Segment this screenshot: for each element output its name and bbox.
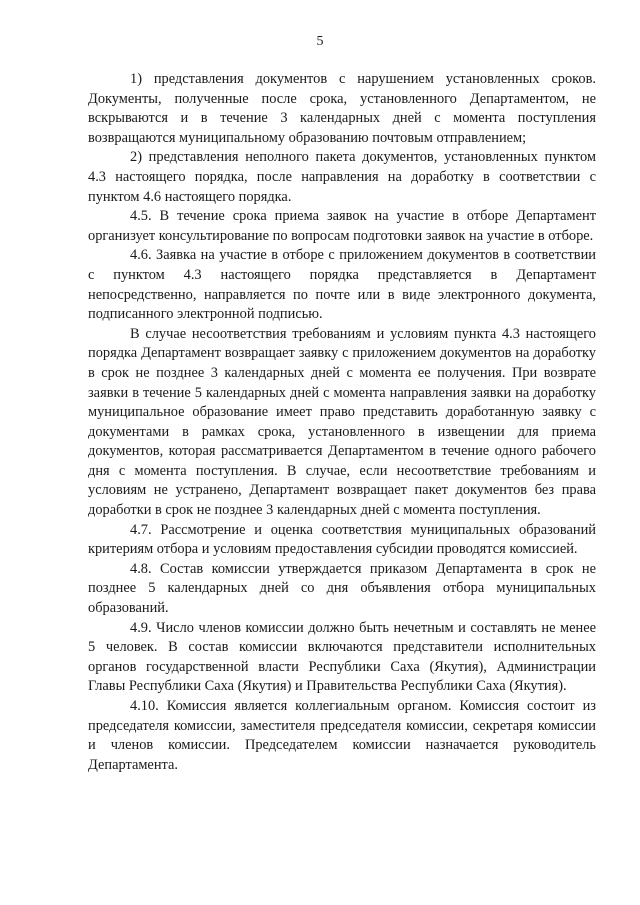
paragraph-4-5: 4.5. В течение срока приема заявок на участие в отборе Департамент организует консультирование по вопросам подготовки заявок на участие в отборе. — [88, 208, 596, 244]
document-body — [88, 70, 596, 775]
paragraph-4-6: 4.6. Заявка на участие в отборе с приложением документов в соответствии с пунктом 4.3 настоящего порядка представляется в Департамент непосредственно, направляется по почте или в виде электронного документа, подписанного электронной подписью. — [88, 247, 596, 323]
paragraph-4-9: 4.9. Число членов комиссии должно быть нечетным и составлять не менее 5 человек. В состав комиссии включаются представители исполнительных органов государственной власти Республики Саха (Якутия), Администрации Главы Республики Саха (Якутия) и Правительства Республики Саха (Якутия). — [88, 619, 596, 695]
paragraph-item-2-incomplete-package: 2) представления неполного пакета документов, установленных пунктом 4.3 настоящего порядка, после направления на доработку в соответствии с пунктом 4.6 настоящего порядка. — [88, 149, 596, 205]
paragraph-item-1-early-submission: 1) представления документов с нарушением установленных сроков. Документы, полученные после срока, установленного Департаментом, не вскрываются и в течение 3 календарных дней с момента поступления возвращаются муниципальному образованию почтовым отправлением; — [88, 71, 596, 146]
paragraph-4-8: 4.8. Состав комиссии утверждается приказом Департамента в срок не позднее 5 календарных дней со дня объявления отбора муниципальных образований. — [88, 560, 596, 617]
paragraph-4-10: 4.10. Комиссия является коллегиальным органом. Комиссия состоит из председателя комиссии, заместителя председателя комиссии, секретаря комиссии и членов комиссии. Председателем комиссии назначается руководитель Департамента. — [88, 698, 596, 773]
page-number: 5 — [316, 34, 324, 49]
paragraph-4-7: 4.7. Рассмотрение и оценка соответствия муниципальных образований критериям отбора и условиям предоставления субсидии проводятся комиссией. — [88, 521, 596, 558]
paragraph-4-6-return: В случае несоответствия требованиям и условиям пункта 4.3 настоящего порядка Департамент возвращает заявку с приложением документов на доработку в срок не позднее 3 календарных дней с момента ее получения. При возврате заявки в течение 5 календарных дней с момента направления заявки на доработку муниципальное образование имеет право представить доработанную заявку с документами в рамках срока, установленного в извещении для приема документов, которая рассматривается Департаментом в течение одного рабочего дня с момента поступления. В случае, если несоответствие требованиям и условиям не устранено, Департамент возвращает пакет документов без права доработки в срок не позднее 3 календарных дней с момента поступления. — [88, 325, 596, 519]
